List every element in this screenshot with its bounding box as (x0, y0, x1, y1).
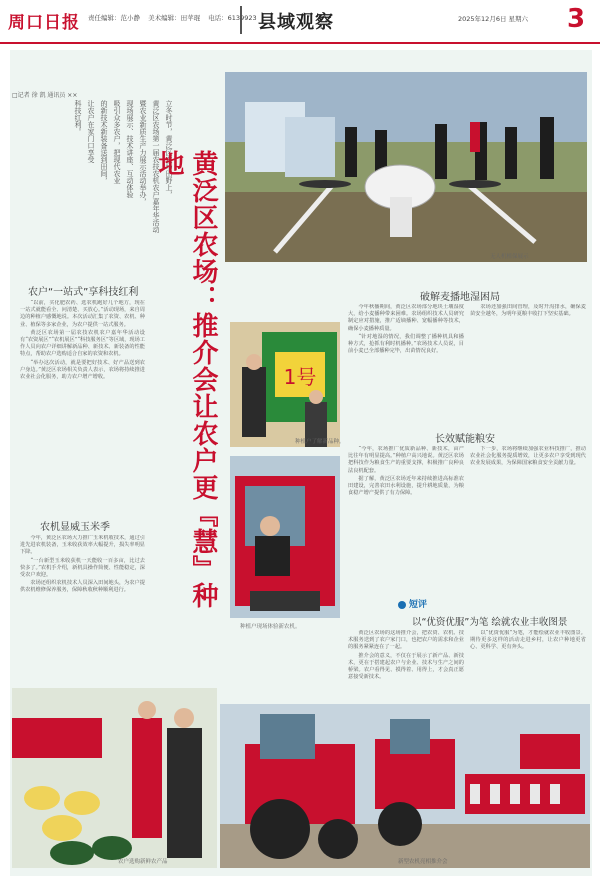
intro-lead: 立冬时节，黄泛区农场田野上， 黄泛区农场第一届农技农机农户嘉年华活动 暨农业新质生产力展示活动举办， 现场展示、技术讲座、互动体验 吸引众多农户，把现代农业 的新技术新装备送到田间， 让农户在家门口享受 科技红利。 (74, 100, 173, 233)
newspaper-logo: 周口日报 (8, 13, 80, 33)
article-body: “今年，农场推广优质新品种、新技术，亩产比往年有明显提高。”种植户高兴地说。黄泛区农场把科技作为粮食生产的重要支撑，积极推广良种良法良机配套。 据了解，黄泛区农场近年来持续推进高标准农田建设，完善农田水利设施，提升耕地质量，为粮食稳产增产提供了有力保障。 (348, 446, 464, 497)
subhead-2: 农机显威玉米季 (40, 522, 110, 533)
photo-caption: 种植户现场体验新农机。 (240, 624, 301, 630)
brief-body: 以“优资优服”为笔，才能绘就农业丰收图景。期待更多这样的活动走进乡村，让农户种地更省心、更科学、更有奔头。 (470, 630, 586, 651)
editor-info: 责任编辑：范小静 美术编辑：田苹琨 电话：6139923 (88, 14, 257, 22)
svg-text:1号: 1号 (283, 365, 317, 389)
byline: □记者 徐 凯 通讯员 ×× (12, 92, 78, 99)
subhead-4: 长效赋能粮安 (435, 434, 495, 445)
section-title: 县域观察 (258, 12, 334, 33)
photo-caption: 种植户了解新品种。 (295, 439, 345, 445)
photo-caption: 无人机植保展示 (490, 254, 529, 260)
article-body: 农场还加强田间管理，及时开沟排水，确保麦苗安全越冬，为明年夏粮丰收打下坚实基础。 (470, 304, 586, 318)
brief-body: 黄泛区农场的这场推介会，把农资、农机、技术服务送到了农户家门口，也把农户的需求和企业的服务紧紧连在了一起。 推介会的意义，不仅在于展示了新产品、新技术，更在于搭建起农户与企业、技术与生产之间的桥梁。农户看得见、摸得着、用得上，才会真正愿意接受新技术。 (348, 630, 464, 681)
tractor-cab-photo (230, 456, 340, 618)
article-body: 今年秋播期间，黄泛区农场部分地块土壤湿度大，给小麦播种带来困难。农场组织技术人员研究制定应对措施，推广适墒播种、宽幅播种等技术，确保小麦播种质量。 “针对地湿的情况，我们调整了播种机具和播种方式，抢抓有利时机播种。”农场技术人员说，目前小麦已全部播种完毕，出苗情况良好。 (348, 304, 464, 355)
masthead-divider (240, 6, 242, 34)
subhead-3: 破解麦播地湿困局 (420, 292, 500, 303)
issue-date: 2025年12月6日 星期六 (458, 15, 529, 23)
brief-tag: 短评 (398, 597, 427, 610)
produce-photo (12, 688, 217, 868)
article-body: 下一步，农场将继续加强农业科技推广，推动农业社会化服务提质增效，让更多农户享受到现代农业发展成果，为保障国家粮食安全贡献力量。 (470, 446, 586, 467)
article-body: “以前，买化肥农药、选农机跑好几个地方，现在一站式就能看全、问清楚、买放心。”活动现场，来自周边的种植户感慨地说。本次活动汇集了农资、农机、种业、植保等多家企业，为农户提供一站式服务。 黄泛区农场第一届农技农机农户嘉年华活动设有“农资展区”“农机展区”“科技服务区”等区域，现场工作人员向农户详细讲解新品种、新技术、新装备的性能特点，帮助农户选购适合自家的农资和农机。 “举办这次活动，就是要把好技术、好产品送到农户身边。”黄泛区农场相关负责人表示，农场将持续推进农业社会化服务，助力农户增产增收。 (20, 300, 145, 381)
article-body: 今年，黄泛区农场大力推广玉米机收技术，通过引进先进农机装备，玉米收获效率大幅提升，损失率明显下降。 “一台新型玉米收获机一天能收一百多亩，比过去快多了。”农机手介绍，新机具操作简便、性能稳定，深受农户欢迎。 农场还组织农机技术人员深入田间地头，为农户提供农机维修保养服务，保障秋收秋种顺利进行。 (20, 535, 145, 594)
tractor-display-photo (220, 704, 590, 868)
photo-caption: 农户选购新鲜农产品 (118, 859, 168, 865)
brief-title: 以“优资优服”为笔 绘就农业丰收图景 (412, 617, 568, 628)
page-number: 3 (567, 4, 586, 34)
drone-photo (225, 72, 587, 262)
seed-photo (230, 322, 340, 447)
main-headline: 黄泛区农场：推介会让农户更『慧』种地 (154, 150, 218, 609)
photo-caption: 新型农机亮相推介会 (398, 859, 448, 865)
subhead-1: 农户“一站式”享科技红利 (28, 287, 139, 298)
masthead (0, 0, 600, 44)
